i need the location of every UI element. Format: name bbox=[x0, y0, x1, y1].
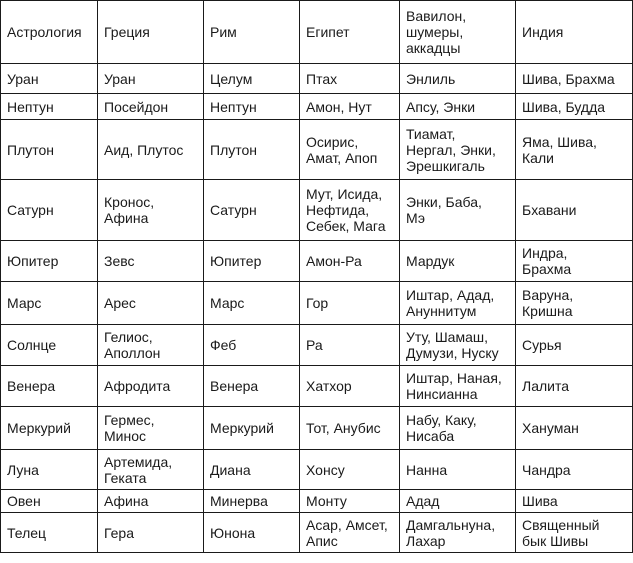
table-cell: Аид, Плутос bbox=[98, 120, 204, 180]
table-cell: Артемида, Геката bbox=[98, 450, 204, 490]
table-cell: Зевс bbox=[98, 241, 204, 282]
table-cell: Овен bbox=[1, 490, 98, 513]
table-row bbox=[1, 366, 633, 407]
table-cell: Индра, Брахма bbox=[516, 241, 633, 282]
table-cell: Луна bbox=[1, 450, 98, 490]
table-cell: Сатурн bbox=[1, 180, 98, 241]
table-cell: Иштар, Наная, Нинсианна bbox=[400, 366, 516, 407]
table-cell: Гор bbox=[300, 282, 400, 325]
table-cell: Афродита bbox=[98, 366, 204, 407]
table-cell: Кронос, Афина bbox=[98, 180, 204, 241]
table-cell: Минерва bbox=[204, 490, 300, 513]
table-cell: Гермес, Минос bbox=[98, 407, 204, 450]
table-cell: Афина bbox=[98, 490, 204, 513]
header-astrology: Астрология bbox=[1, 1, 98, 64]
table-cell: Энлиль bbox=[400, 64, 516, 94]
table-cell: Амон-Ра bbox=[300, 241, 400, 282]
table-cell: Шива, Брахма bbox=[516, 64, 633, 94]
table-row bbox=[1, 241, 633, 282]
table-cell: Посейдон bbox=[98, 94, 204, 120]
table-cell: Уту, Шамаш, Думузи, Нуску bbox=[400, 325, 516, 366]
table-cell: Марс bbox=[204, 282, 300, 325]
header-rome: Рим bbox=[204, 1, 300, 64]
table-cell: Иштар, Адад, Ануннитум bbox=[400, 282, 516, 325]
table-cell: Юнона bbox=[204, 513, 300, 553]
table-cell: Уран bbox=[98, 64, 204, 94]
table-cell: Шива bbox=[516, 490, 633, 513]
table-cell: Феб bbox=[204, 325, 300, 366]
table-row bbox=[1, 325, 633, 366]
table-cell: Венера bbox=[204, 366, 300, 407]
table-cell: Бхавани bbox=[516, 180, 633, 241]
table-cell: Целум bbox=[204, 64, 300, 94]
table-cell: Меркурий bbox=[1, 407, 98, 450]
table-row bbox=[1, 94, 633, 120]
table-cell: Солнце bbox=[1, 325, 98, 366]
table-cell: Дамгальнуна, Лахар bbox=[400, 513, 516, 553]
table-cell: Венера bbox=[1, 366, 98, 407]
table-cell: Апсу, Энки bbox=[400, 94, 516, 120]
table-cell: Диана bbox=[204, 450, 300, 490]
table-row bbox=[1, 490, 633, 513]
table-cell: Чандра bbox=[516, 450, 633, 490]
table-row bbox=[1, 180, 633, 241]
table-cell: Плутон bbox=[204, 120, 300, 180]
table-cell: Асар, Амсет, Апис bbox=[300, 513, 400, 553]
table-cell: Юпитер bbox=[204, 241, 300, 282]
table-cell: Хануман bbox=[516, 407, 633, 450]
header-row bbox=[1, 1, 633, 64]
table-cell: Монту bbox=[300, 490, 400, 513]
table-cell: Священный бык Шивы bbox=[516, 513, 633, 553]
table-cell: Адад bbox=[400, 490, 516, 513]
table-cell: Хонсу bbox=[300, 450, 400, 490]
table-row bbox=[1, 120, 633, 180]
table-cell: Хатхор bbox=[300, 366, 400, 407]
table-row bbox=[1, 513, 633, 553]
table-cell: Амон, Нут bbox=[300, 94, 400, 120]
table-cell: Гера bbox=[98, 513, 204, 553]
table-cell: Тиамат, Нергал, Энки, Эрешкигаль bbox=[400, 120, 516, 180]
table-row bbox=[1, 450, 633, 490]
table-cell: Нептун bbox=[1, 94, 98, 120]
table-cell: Тот, Анубис bbox=[300, 407, 400, 450]
table-cell: Телец bbox=[1, 513, 98, 553]
table-cell: Арес bbox=[98, 282, 204, 325]
table-cell: Мардук bbox=[400, 241, 516, 282]
table-cell: Птах bbox=[300, 64, 400, 94]
table-cell: Набу, Каку, Нисаба bbox=[400, 407, 516, 450]
table-cell: Юпитер bbox=[1, 241, 98, 282]
table-cell: Нанна bbox=[400, 450, 516, 490]
table-cell: Сурья bbox=[516, 325, 633, 366]
table-cell: Ра bbox=[300, 325, 400, 366]
table-cell: Марс bbox=[1, 282, 98, 325]
table-row bbox=[1, 282, 633, 325]
table-cell: Нептун bbox=[204, 94, 300, 120]
header-egypt: Египет bbox=[300, 1, 400, 64]
table-cell: Лалита bbox=[516, 366, 633, 407]
table-cell: Осирис, Амат, Апоп bbox=[300, 120, 400, 180]
header-babylon: Вавилон, шумеры, аккадцы bbox=[400, 1, 516, 64]
table-cell: Плутон bbox=[1, 120, 98, 180]
header-greece: Греция bbox=[98, 1, 204, 64]
header-india: Индия bbox=[516, 1, 633, 64]
table-row bbox=[1, 407, 633, 450]
table-cell: Гелиос, Аполлон bbox=[98, 325, 204, 366]
table-cell: Меркурий bbox=[204, 407, 300, 450]
table-cell: Мут, Исида, Нефтида, Себек, Мага bbox=[300, 180, 400, 241]
table-cell: Уран bbox=[1, 64, 98, 94]
table-cell: Сатурн bbox=[204, 180, 300, 241]
table-cell: Яма, Шива, Кали bbox=[516, 120, 633, 180]
table-cell: Шива, Будда bbox=[516, 94, 633, 120]
table-cell: Варуна, Кришна bbox=[516, 282, 633, 325]
table-row bbox=[1, 64, 633, 94]
table-cell: Энки, Баба, Мэ bbox=[400, 180, 516, 241]
